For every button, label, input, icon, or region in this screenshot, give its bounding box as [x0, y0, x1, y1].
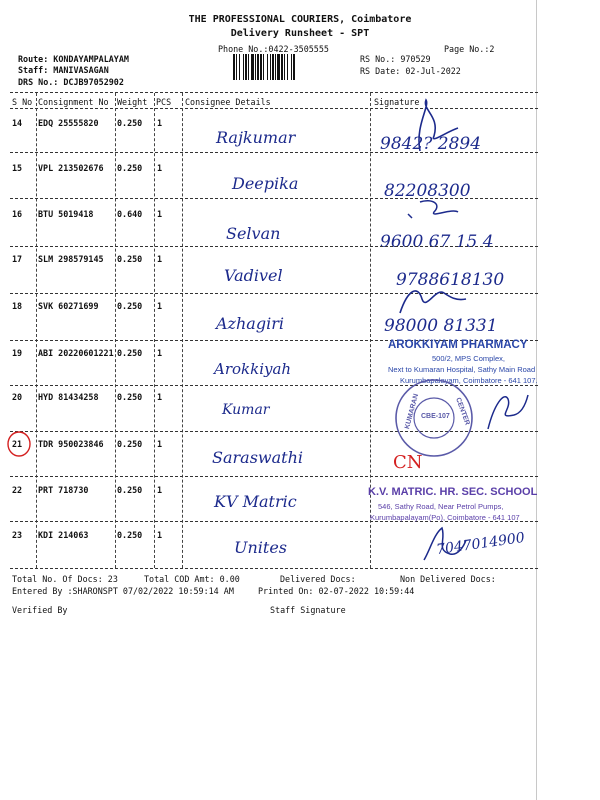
row-sno: 21	[12, 439, 23, 449]
row-sno: 15	[12, 163, 23, 173]
school-name: K.V. MATRIC. HR. SEC. SCHOOL	[368, 486, 538, 498]
rs-number: RS No.: 970529	[360, 54, 431, 64]
row-weight: 0.250	[117, 254, 143, 264]
barcode-bar	[267, 54, 268, 80]
row-pcs: 1	[157, 301, 163, 311]
consignee-handwriting: Vadivel	[224, 266, 283, 285]
row-pcs: 1	[157, 439, 163, 449]
phone-handwriting: 7047014900	[435, 529, 526, 559]
barcode-bar	[263, 54, 264, 80]
seal-text: CENTER	[454, 396, 471, 427]
row-weight: 0.250	[117, 439, 143, 449]
route: Route: KONDAYAMPALAYAM	[18, 54, 129, 64]
consignee-handwriting: Selvan	[226, 224, 281, 243]
phone-handwriting: 98000 81331	[384, 316, 498, 336]
col-divider	[154, 93, 155, 568]
barcode-bar	[291, 54, 292, 80]
consignee-handwriting: Arokkiyah	[214, 360, 292, 378]
row-pcs: 1	[157, 348, 163, 358]
col-weight: Weight	[117, 97, 148, 107]
page-edge	[536, 0, 537, 800]
row-sno: 19	[12, 348, 23, 358]
signature-scribble	[392, 283, 472, 323]
barcode-bar	[293, 54, 295, 80]
school-address: 546, Sathy Road, Near Petrol Pumps,	[378, 502, 504, 511]
barcode-bar	[272, 54, 274, 80]
rs-date: RS Date: 02-Jul-2022	[360, 66, 461, 76]
row-weight: 0.250	[117, 118, 143, 128]
barcode-bar	[236, 54, 237, 80]
row-weight: 0.250	[117, 392, 143, 402]
barcode-bar	[284, 54, 285, 80]
consignee-handwriting: Azhagiri	[216, 314, 284, 333]
table-top-rule	[10, 92, 538, 93]
row-sno: 23	[12, 530, 23, 540]
phone-number: Phone No.:0422-3505555	[218, 44, 329, 54]
row-consignment: KDI 214063	[38, 530, 89, 540]
barcode	[232, 54, 336, 80]
row-consignment: VPL 213502676	[38, 163, 104, 173]
row-weight: 0.250	[117, 301, 143, 311]
row-sno: 22	[12, 485, 23, 495]
row-weight: 0.250	[117, 163, 143, 173]
row-pcs: 1	[157, 254, 163, 264]
consignee-handwriting: Rajkumar	[216, 128, 296, 147]
cn-mark: CN	[393, 452, 423, 473]
row-sno: 16	[12, 209, 23, 219]
barcode-bar	[245, 54, 247, 80]
barcode-bar	[277, 54, 280, 80]
barcode-bar	[275, 54, 276, 80]
signature-scribble	[482, 385, 532, 435]
seal-text: CBE-107	[421, 413, 450, 420]
barcode-bar	[243, 54, 244, 80]
row-sno: 14	[12, 118, 23, 128]
col-pcs: PCS	[156, 97, 172, 107]
pharmacy-address: 500/2, MPS Complex,	[432, 354, 505, 363]
runsheet-title: Delivery Runsheet - SPT	[230, 28, 370, 39]
signature-scribble	[400, 96, 470, 156]
row-consignment: TDR 950023846	[38, 439, 104, 449]
phone-handwriting: 9600 67 15 4	[380, 232, 494, 252]
col-consignee: Consignee Details	[185, 97, 271, 107]
row-pcs: 1	[157, 392, 163, 402]
consignee-handwriting: Kumar	[222, 402, 270, 418]
row-consignment: SLM 298579145	[38, 254, 104, 264]
consignee-handwriting: Unites	[234, 538, 288, 557]
barcode-bar	[260, 54, 262, 80]
col-consignment: Consignment No	[38, 97, 109, 107]
phone-handwriting: 82208300	[384, 181, 471, 201]
row-pcs: 1	[157, 118, 163, 128]
table-bottom-rule	[10, 568, 538, 569]
row-pcs: 1	[157, 485, 163, 495]
row-pcs: 1	[157, 530, 163, 540]
row-pcs: 1	[157, 209, 163, 219]
barcode-bar	[251, 54, 254, 80]
signature-scribble	[402, 196, 462, 236]
barcode-bar	[287, 54, 288, 80]
col-signature: Signature	[374, 97, 420, 107]
non-delivered-docs: Non Delivered Docs:	[400, 574, 496, 584]
company-title: THE PROFESSIONAL COURIERS, Coimbatore	[188, 14, 412, 25]
barcode-bar	[233, 54, 235, 80]
row-consignment: ABI 20220601221	[38, 348, 114, 358]
total-cod: Total COD Amt: 0.00	[144, 574, 240, 584]
col-divider	[115, 93, 116, 568]
entered-by: Entered By :SHARONSPT 07/02/2022 10:59:14 AM	[12, 586, 234, 596]
red-circle-mark	[5, 430, 33, 458]
consignee-handwriting: Saraswathi	[212, 448, 303, 467]
consignee-handwriting: Deepika	[232, 174, 299, 193]
staff: Staff: MANIVASAGAN	[18, 65, 109, 75]
row-consignment: PRT 718730	[38, 485, 89, 495]
verified-by: Verified By	[12, 605, 68, 615]
row-consignment: SVK 60271699	[38, 301, 99, 311]
phone-handwriting: 9842? 2894	[380, 134, 482, 154]
row-weight: 0.250	[117, 348, 143, 358]
total-docs: Total No. Of Docs: 23	[12, 574, 118, 584]
row-rule	[10, 246, 538, 247]
barcode-bar	[270, 54, 271, 80]
phone-handwriting: 9788618130	[396, 270, 505, 290]
row-consignment: BTU 5019418	[38, 209, 94, 219]
row-sno: 18	[12, 301, 23, 311]
barcode-bar	[248, 54, 249, 80]
barcode-bar	[239, 54, 240, 80]
pharmacy-address: Kurumbapalayam, Coimbatore - 641 107.	[400, 376, 538, 385]
row-weight: 0.640	[117, 209, 143, 219]
barcode-bar	[281, 54, 283, 80]
row-sno: 20	[12, 392, 23, 402]
row-rule	[10, 476, 538, 477]
barcode-bar	[257, 54, 259, 80]
seal-text: KUMARAN	[404, 393, 421, 430]
row-sno: 17	[12, 254, 23, 264]
col-divider	[36, 93, 37, 568]
row-weight: 0.250	[117, 530, 143, 540]
school-address: Kurumbapalayam(Po), Coimbatore - 641 107	[370, 513, 520, 522]
pharmacy-name: AROKKIYAM PHARMACY	[388, 339, 528, 351]
row-consignment: HYD 81434258	[38, 392, 99, 402]
delivered-docs: Delivered Docs:	[280, 574, 356, 584]
staff-signature: Staff Signature	[270, 605, 346, 615]
printed-on: Printed On: 02-07-2022 10:59:44	[258, 586, 415, 596]
consignee-handwriting: KV Matric	[214, 492, 297, 511]
col-divider	[182, 93, 183, 568]
row-consignment: EDQ 25555820	[38, 118, 99, 128]
page-number: Page No.:2	[444, 44, 495, 54]
pharmacy-address: Next to Kumaran Hospital, Sathy Main Road	[388, 365, 536, 374]
barcode-bar	[255, 54, 256, 80]
row-pcs: 1	[157, 163, 163, 173]
drs-number: DRS No.: DCJB97052902	[18, 77, 124, 87]
row-weight: 0.250	[117, 485, 143, 495]
col-sno: S No	[12, 97, 33, 107]
signature-scribble	[420, 520, 470, 565]
